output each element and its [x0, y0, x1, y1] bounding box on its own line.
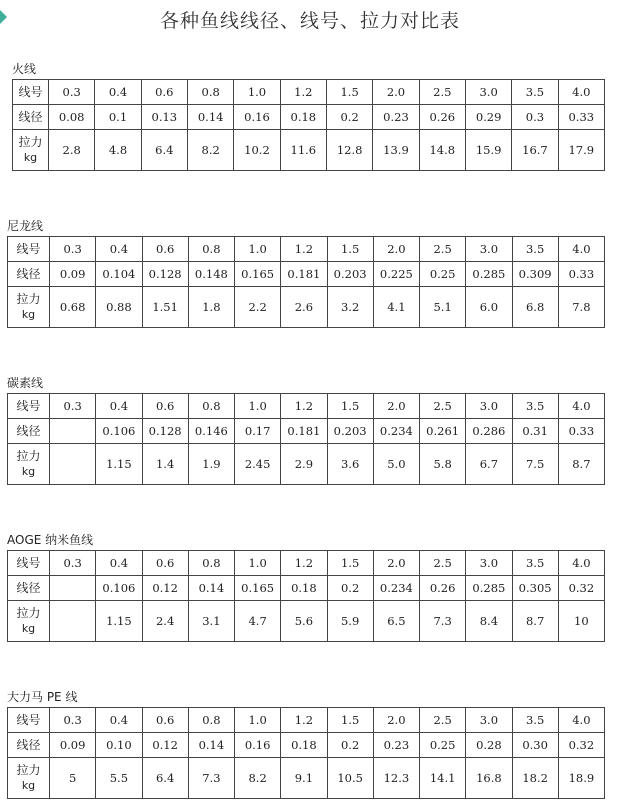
table-cell: 7.5 [512, 444, 558, 485]
table-cell: 6.5 [373, 601, 419, 642]
row-header [8, 708, 50, 733]
spec-table [7, 393, 605, 485]
table-cell: 7.8 [558, 287, 604, 328]
spec-table [7, 550, 605, 642]
table-cell: 2.5 [420, 551, 466, 576]
table-cell: 2.5 [420, 394, 466, 419]
table-cell: 16.7 [512, 130, 558, 171]
table-cell: 6.7 [466, 444, 512, 485]
table-cell: 0.33 [558, 105, 604, 130]
table-cell: 0.23 [373, 733, 419, 758]
table-cell: 2.0 [373, 237, 419, 262]
table-cell: 3.0 [466, 394, 512, 419]
table-cell: 6.4 [142, 758, 188, 799]
table-cell: 5.1 [420, 287, 466, 328]
row-header [13, 130, 49, 171]
table-cell: 0.3 [50, 708, 96, 733]
table-cell: 13.9 [373, 130, 419, 171]
table-cell: 0.6 [142, 551, 188, 576]
row-header-label: 线号 [16, 713, 41, 727]
table-cell: 0.31 [512, 419, 558, 444]
table-cell: 16.8 [466, 758, 512, 799]
row-header-label: 线号 [16, 556, 41, 570]
table-cell: 1.0 [235, 551, 281, 576]
table-cell: 4.8 [95, 130, 141, 171]
table-cell: 0.285 [466, 576, 512, 601]
table-cell: 0.3 [50, 394, 96, 419]
tension-row [8, 758, 605, 799]
table-cell: 1.0 [235, 237, 281, 262]
row-header [8, 444, 50, 485]
table-cell: 0.106 [96, 419, 142, 444]
table-cell: 2.0 [373, 708, 419, 733]
table-cell: 0.3 [49, 80, 95, 105]
table-cell: 0.6 [142, 708, 188, 733]
table-cell: 0.146 [188, 419, 234, 444]
table-cell: 3.5 [512, 551, 558, 576]
line-number-row [8, 551, 605, 576]
unit-label: kg [21, 622, 36, 635]
row-header-label: 线号 [16, 399, 41, 413]
table-cell: 10.5 [327, 758, 373, 799]
table-cell: 5.6 [281, 601, 327, 642]
table-cell: 1.15 [96, 601, 142, 642]
table-cell: 3.1 [188, 601, 234, 642]
table-cell: 3.5 [512, 237, 558, 262]
table-cell: 2.8 [49, 130, 95, 171]
table-cell: 1.2 [281, 708, 327, 733]
table-cell: 7.3 [188, 758, 234, 799]
table-cell: 0.09 [50, 262, 96, 287]
table-cell: 0.13 [141, 105, 187, 130]
table-cell: 0.88 [96, 287, 142, 328]
section-label: 大力马 PE 线 [7, 690, 78, 704]
table-cell: 1.2 [280, 80, 326, 105]
row-header [8, 419, 50, 444]
table-cell: 3.5 [512, 708, 558, 733]
table-cell: 1.5 [326, 80, 372, 105]
line-number-row [8, 237, 605, 262]
table-cell: 3.5 [512, 80, 558, 105]
table-cell: 3.0 [466, 708, 512, 733]
table-cell: 2.0 [373, 551, 419, 576]
table-cell: 0.14 [188, 576, 234, 601]
section-label: AOGE 纳米鱼线 [7, 533, 94, 547]
table-cell: 0.10 [96, 733, 142, 758]
table-cell: 0.23 [373, 105, 419, 130]
table-cell: 0.18 [281, 576, 327, 601]
table-cell: 5 [50, 758, 96, 799]
tension-row [8, 444, 605, 485]
table-cell: 2.0 [373, 394, 419, 419]
table-cell: 12.3 [373, 758, 419, 799]
table-cell: 3.5 [512, 394, 558, 419]
table-cell: 0.26 [420, 576, 466, 601]
table-cell: 10.2 [234, 130, 280, 171]
diameter-row [8, 262, 605, 287]
table-cell: 17.9 [558, 130, 604, 171]
unit-label: kg [23, 151, 38, 164]
table-cell: 0.4 [96, 237, 142, 262]
table-cell: 15.9 [465, 130, 511, 171]
table-cell: 0.6 [142, 237, 188, 262]
row-header-label: 线号 [16, 242, 41, 256]
table-cell: 0.18 [281, 733, 327, 758]
table-cell: 0.14 [188, 733, 234, 758]
table-cell: 3.6 [327, 444, 373, 485]
row-header-label: 拉力 [16, 292, 41, 306]
table-cell: 1.0 [234, 80, 280, 105]
row-header-label: 拉力 [16, 449, 41, 463]
table-cell: 0.2 [327, 733, 373, 758]
table-cell: 0.18 [280, 105, 326, 130]
table-cell: 0.28 [466, 733, 512, 758]
table-cell: 0.181 [281, 262, 327, 287]
table-cell: 0.32 [558, 733, 604, 758]
row-header-label: 线径 [16, 267, 41, 281]
row-header-label: 拉力 [16, 606, 41, 620]
table-cell: 0.106 [96, 576, 142, 601]
table-cell: 4.1 [373, 287, 419, 328]
table-cell: 1.2 [281, 394, 327, 419]
line-number-row [8, 708, 605, 733]
spec-table [7, 236, 605, 328]
table-cell: 0.128 [142, 419, 188, 444]
table-cell: 0.26 [419, 105, 465, 130]
table-cell: 8.2 [187, 130, 233, 171]
table-cell: 0.2 [327, 576, 373, 601]
table-cell: 0.234 [373, 576, 419, 601]
unit-label: kg [21, 465, 36, 478]
table-cell: 1.0 [235, 394, 281, 419]
diameter-row [13, 105, 605, 130]
table-cell: 14.8 [419, 130, 465, 171]
line-number-row [8, 394, 605, 419]
table-cell: 2.0 [373, 80, 419, 105]
row-header [13, 105, 49, 130]
table-cell: 0.203 [327, 419, 373, 444]
tension-row [8, 287, 605, 328]
table-cell: 1.15 [96, 444, 142, 485]
table-cell: 0.16 [234, 105, 280, 130]
table-cell: 3.0 [466, 237, 512, 262]
table-cell: 4.0 [558, 80, 604, 105]
row-header [8, 287, 50, 328]
table-cell: 4.7 [235, 601, 281, 642]
table-cell: 0.8 [188, 708, 234, 733]
table-cell: 0.1 [95, 105, 141, 130]
table-cell: 14.1 [420, 758, 466, 799]
table-cell: 1.2 [281, 237, 327, 262]
table-cell: 4.0 [558, 708, 604, 733]
table-cell: 5.8 [420, 444, 466, 485]
diameter-row [8, 733, 605, 758]
table-cell: 5.0 [373, 444, 419, 485]
row-header [8, 394, 50, 419]
table-cell: 0.08 [49, 105, 95, 130]
table-cell: 0.4 [95, 80, 141, 105]
table-cell: 0.128 [142, 262, 188, 287]
table-cell: 0.261 [420, 419, 466, 444]
diameter-row [8, 576, 605, 601]
spec-table [7, 707, 605, 799]
table-cell: 2.45 [235, 444, 281, 485]
table-cell: 3.2 [327, 287, 373, 328]
table-cell: 8.7 [558, 444, 604, 485]
table-cell: 0.14 [187, 105, 233, 130]
section-label: 火线 [12, 62, 37, 76]
table-cell: 1.5 [327, 551, 373, 576]
table-cell: 8.4 [466, 601, 512, 642]
table-cell: 2.6 [281, 287, 327, 328]
table-cell: 0.6 [141, 80, 187, 105]
table-cell: 7.3 [420, 601, 466, 642]
table-cell: 6.8 [512, 287, 558, 328]
table-cell: 0.16 [235, 733, 281, 758]
table-cell: 10 [558, 601, 604, 642]
row-header [8, 576, 50, 601]
table-cell: 0.3 [512, 105, 558, 130]
table-cell: 1.9 [188, 444, 234, 485]
table-cell: 0.3 [50, 551, 96, 576]
table-cell: 0.2 [326, 105, 372, 130]
row-header-label: 线径 [16, 424, 41, 438]
table-cell: 0.68 [50, 287, 96, 328]
row-header [8, 262, 50, 287]
table-cell: 0.33 [558, 262, 604, 287]
table-cell: 2.4 [142, 601, 188, 642]
table-cell: 4.0 [558, 237, 604, 262]
table-cell: 18.9 [558, 758, 604, 799]
table-cell: 6.4 [141, 130, 187, 171]
table-cell: 0.29 [465, 105, 511, 130]
tension-row [8, 601, 605, 642]
row-header-label: 拉力 [16, 763, 41, 777]
table-cell: 0.181 [281, 419, 327, 444]
row-header [8, 601, 50, 642]
row-header [8, 733, 50, 758]
unit-label: kg [21, 308, 36, 321]
table-cell: 2.9 [281, 444, 327, 485]
table-cell [50, 601, 96, 642]
table-cell: 9.1 [281, 758, 327, 799]
row-header [13, 80, 49, 105]
table-cell: 0.8 [187, 80, 233, 105]
table-cell: 0.3 [50, 237, 96, 262]
row-header [8, 758, 50, 799]
page-title: 各种鱼线线径、线号、拉力对比表 [159, 10, 460, 32]
table-cell: 0.12 [142, 733, 188, 758]
table-cell: 0.12 [142, 576, 188, 601]
table-cell [50, 576, 96, 601]
table-cell: 5.9 [327, 601, 373, 642]
table-cell: 6.0 [466, 287, 512, 328]
table-cell: 1.0 [235, 708, 281, 733]
table-cell: 0.4 [96, 551, 142, 576]
section-label: 尼龙线 [7, 219, 44, 233]
spec-table [12, 79, 605, 171]
table-cell: 3.0 [466, 551, 512, 576]
table-cell: 1.51 [142, 287, 188, 328]
section-label: 碳素线 [7, 376, 44, 390]
table-cell: 2.5 [420, 708, 466, 733]
table-cell [50, 419, 96, 444]
table-cell: 0.25 [420, 262, 466, 287]
table-cell [50, 444, 96, 485]
table-cell: 0.09 [50, 733, 96, 758]
table-cell: 0.4 [96, 394, 142, 419]
table-cell: 3.0 [465, 80, 511, 105]
table-cell: 12.8 [326, 130, 372, 171]
table-cell: 0.286 [466, 419, 512, 444]
table-cell: 2.5 [419, 80, 465, 105]
table-cell: 1.8 [188, 287, 234, 328]
table-cell: 0.234 [373, 419, 419, 444]
table-cell: 0.285 [466, 262, 512, 287]
table-cell: 0.305 [512, 576, 558, 601]
row-header [8, 551, 50, 576]
table-cell: 5.5 [96, 758, 142, 799]
table-cell: 0.203 [327, 262, 373, 287]
table-cell: 0.309 [512, 262, 558, 287]
table-cell: 0.8 [188, 551, 234, 576]
table-cell: 4.0 [558, 394, 604, 419]
table-cell: 0.8 [188, 394, 234, 419]
line-number-row [13, 80, 605, 105]
row-header-label: 线径 [18, 110, 43, 124]
table-cell: 0.225 [373, 262, 419, 287]
table-cell: 0.8 [188, 237, 234, 262]
table-cell: 18.2 [512, 758, 558, 799]
table-cell: 1.5 [327, 394, 373, 419]
table-cell: 2.5 [420, 237, 466, 262]
table-cell: 0.17 [235, 419, 281, 444]
table-cell: 1.5 [327, 237, 373, 262]
table-cell: 1.2 [281, 551, 327, 576]
table-cell: 8.2 [235, 758, 281, 799]
table-cell: 0.32 [558, 576, 604, 601]
table-cell: 4.0 [558, 551, 604, 576]
table-cell: 1.5 [327, 708, 373, 733]
row-header [8, 237, 50, 262]
table-cell: 0.165 [235, 262, 281, 287]
unit-label: kg [21, 779, 36, 792]
table-cell: 0.25 [420, 733, 466, 758]
diameter-row [8, 419, 605, 444]
row-header-label: 线径 [16, 738, 41, 752]
table-cell: 0.4 [96, 708, 142, 733]
table-cell: 0.148 [188, 262, 234, 287]
table-cell: 0.104 [96, 262, 142, 287]
table-cell: 11.6 [280, 130, 326, 171]
row-header-label: 线号 [18, 85, 43, 99]
table-cell: 0.6 [142, 394, 188, 419]
table-cell: 0.30 [512, 733, 558, 758]
table-cell: 8.7 [512, 601, 558, 642]
row-header-label: 拉力 [18, 135, 43, 149]
table-cell: 0.165 [235, 576, 281, 601]
row-header-label: 线径 [16, 581, 41, 595]
table-cell: 2.2 [235, 287, 281, 328]
table-cell: 0.33 [558, 419, 604, 444]
table-cell: 1.4 [142, 444, 188, 485]
tension-row [13, 130, 605, 171]
